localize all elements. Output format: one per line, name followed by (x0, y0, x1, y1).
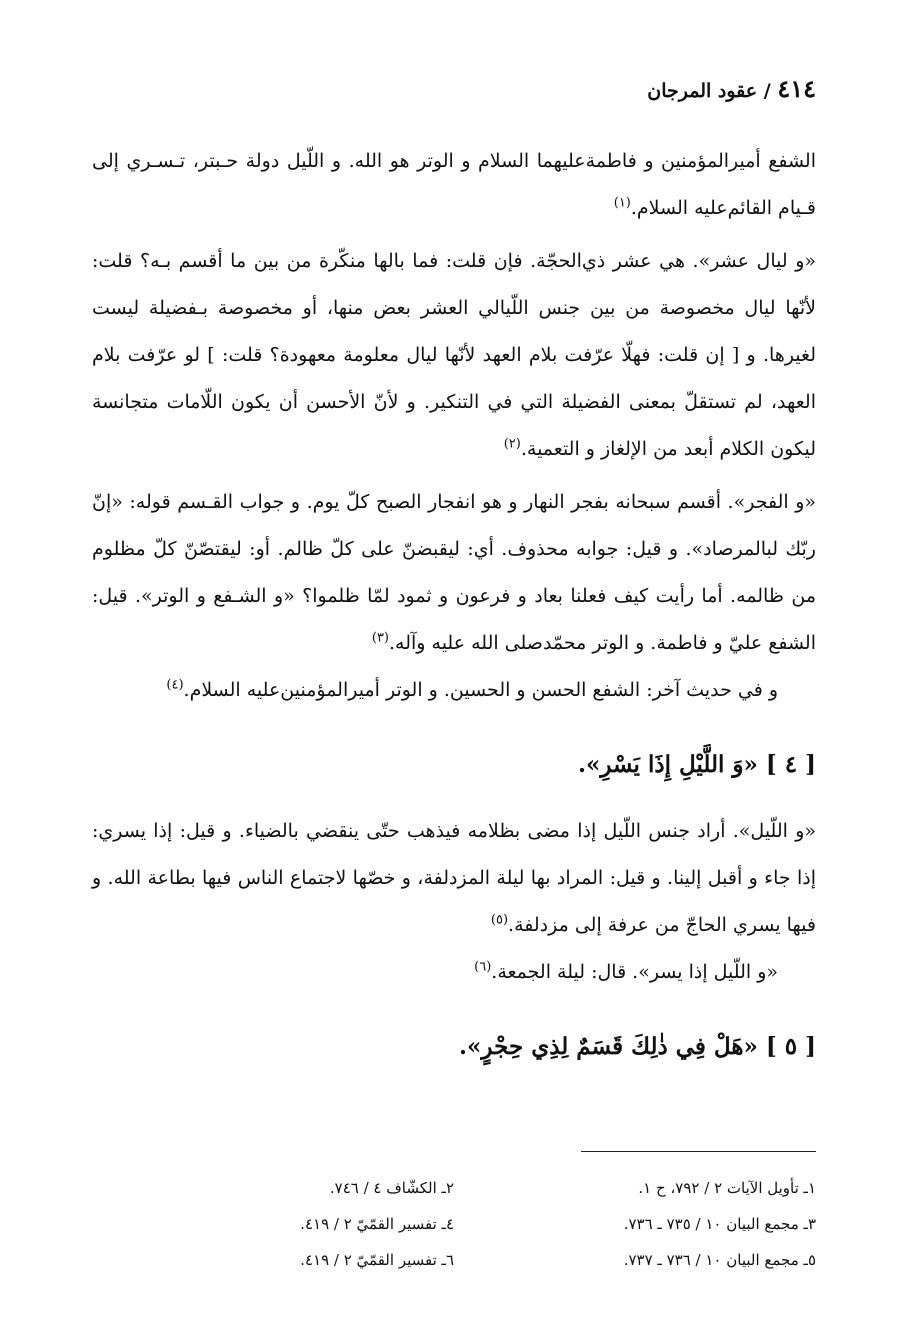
footnote-ref-5: (٥) (490, 912, 509, 928)
footnote-6: ٦ـ تفسير القمّيّ ٢ / ٤١٩. (300, 1251, 454, 1269)
verse-5: [ ٥ ] «هَلْ فِي ذٰلِكَ قَسَمٌ لِذِي حِجْرٍ». (459, 1033, 816, 1060)
main-text (92, 138, 816, 1090)
footnote-row (92, 1242, 816, 1278)
page-number: ٤١٤ (777, 74, 816, 103)
footnote-4: ٤ـ تفسير القمّيّ ٢ / ٤١٩. (300, 1215, 454, 1233)
footnote-ref-6: (٦) (474, 959, 492, 975)
footnote-2: ٢ـ الكشّاف ٤ / ٧٤٦. (329, 1179, 454, 1197)
book-title: عقود المرجان (647, 80, 758, 102)
verse-4: [ ٤ ] «وَ اللَّيْلِ إِذَا يَسْرِ». (577, 751, 816, 778)
paragraph-5 (92, 808, 816, 949)
footnote-row (92, 1170, 816, 1206)
footnote-ref-2: (٢) (503, 436, 521, 452)
paragraph-text: «و اللّيل». أراد جنس اللّيل إذا مضى بظلامه فيذهب حتّى ينقضي بالضياء. و قيل: إذا يسري: إذا جاء و أقبل إلينا. و قيل: المراد بها ليلة المزدلفة، و خصّها لاجتماع الناس فيها بطاعة الله. و فيها يسري الحاجّ من عرفة إلى مزدلفة. (92, 820, 816, 936)
paragraph-text: الشفع أميرالمؤمنين و فاطمة‌عليهما السلام و الوتر هو الله. و اللّيل دولة حـبتر، تـسـري إلى قـيام القائم‌عليه السلام. (92, 150, 816, 219)
running-head (647, 74, 816, 103)
footnote-1: ١ـ تأويل الآيات ٢ / ٧٩٢، ح ١. (638, 1179, 816, 1197)
paragraph-text: «و اللّيل إذا يسر». قال: ليلة الجمعة. (491, 961, 778, 983)
header-separator: / (763, 80, 771, 102)
footnote-5: ٥ـ مجمع البيان ١٠ / ٧٣٦ ـ ٧٣٧. (623, 1251, 816, 1269)
footnote-row (92, 1206, 816, 1242)
paragraph-1 (92, 138, 816, 232)
footnote-3: ٣ـ مجمع البيان ١٠ / ٧٣٥ ـ ٧٣٦. (623, 1215, 816, 1233)
footnote-ref-3: (٣) (371, 630, 389, 646)
footnote-divider (581, 1151, 816, 1152)
paragraph-3 (92, 479, 816, 667)
paragraph-4 (92, 667, 816, 714)
footnote-ref-1: (١) (613, 195, 631, 211)
paragraph-text: «و الفجر». أقسم سبحانه بفجر النهار و هو انفجار الصبح كلّ يوم. و جواب القـسم قوله: «إنّ ربّك لبالمرصاد». و قيل: جوابه محذوف. أي: ليقبضنّ على كلّ ظالم. أو: ليقتصّنّ كلّ مظلوم من ظالمه. أما رأيت كيف فعلنا بعاد و فرعون و ثمود لمّا ظلموا؟ «و الشـفع و الوتر». قيل: الشفع عليّ و فاطمة. و الوتر محمّدصلى الله عليه وآله. (92, 491, 816, 654)
paragraph-text: «و ليال عشر». هي عشر ذي‌الحجّة. فإن قلت: فما بالها منكّرة من بين ما أقسم بـه؟ قلت: لأنّها ليال مخصوصة من بين جنس اللّيالي العشر بعض منها، أو مخصوصة بـفضيلة ليست لغيرها. و [ إن قلت: فهلّا عرّفت بلام العهد لأنّها ليال معلومة معهودة؟ قلت: ] لو عرّفت بلام العهد، لم تستقلّ بمعنى الفضيلة التي في التنكير. و لأنّ الأحسن أن يكون اللّامات متجانسة ليكون الكلام أبعد من الإلغاز و التعمية. (92, 250, 816, 460)
paragraph-2 (92, 238, 816, 473)
paragraph-6 (92, 949, 816, 996)
footnotes (92, 1170, 816, 1278)
footnote-ref-4: (٤) (166, 677, 184, 693)
paragraph-text: و في حديث آخر: الشفع الحسن و الحسين. و الوتر أميرالمؤمنين‌عليه السلام. (183, 679, 778, 701)
